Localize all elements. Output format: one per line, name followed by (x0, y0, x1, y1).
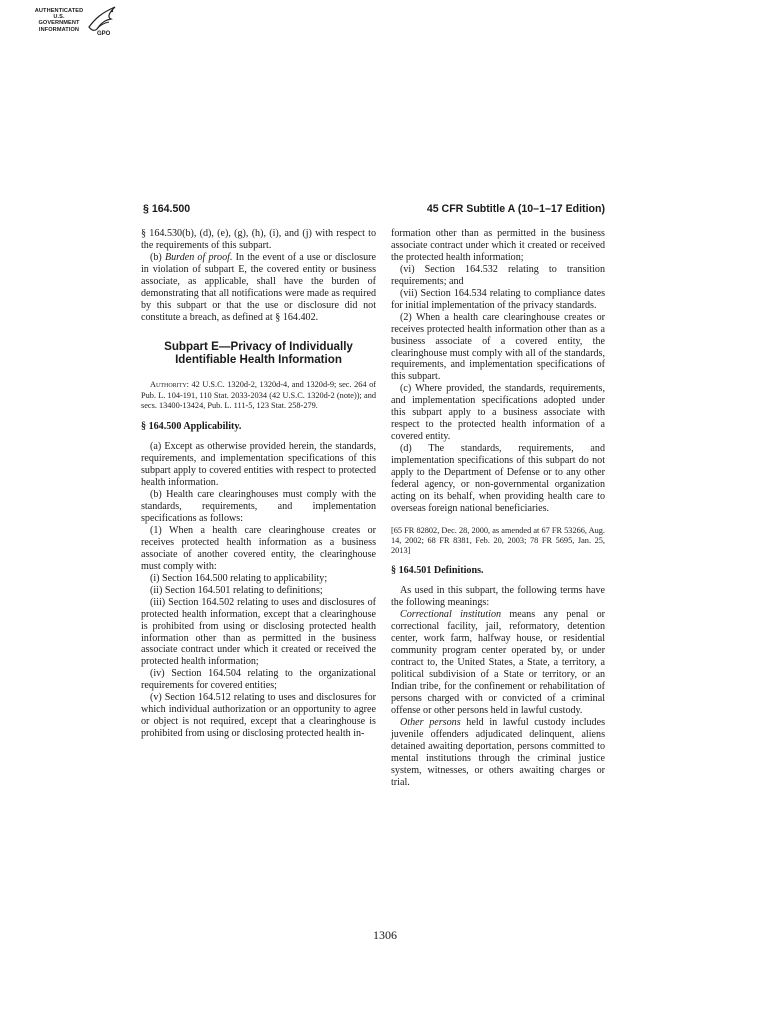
section-heading-164-501: § 164.501 Definitions. (391, 565, 484, 577)
paragraph-burden-of-proof (141, 252, 376, 324)
right-column (391, 228, 605, 789)
definition-text-correctional-institution: means any penal or correctional facility, jail, reformatory, detention center, work farm, halfway house, or residential community program center operated by, or under contract to, the United States, a State, a territory, a political subdivision of a State or territory, or an Indian tribe, for the confinement or rehabilitation of persons charged with or convicted of a criminal offense or other persons held in lawful custody. (391, 609, 605, 716)
authentication-seal (33, 5, 143, 45)
authority-label: Authority: (150, 380, 189, 390)
paragraph-b1: (1) When a health care clearinghouse creates or receives protected health information as a business associate of another covered entity, the clearinghouse must comply with: (141, 524, 376, 572)
paragraph-d: (d) The standards, requirements, and implementation specifications of this subpart do not apply to the Department of Defense or to any other federal agency, or non-governmental organization acting on its behalf, when providing health care to overseas foreign national beneficiaries. (391, 443, 605, 514)
section-heading-164-500: § 164.500 Applicability. (141, 421, 242, 433)
definitions-intro: As used in this subpart, the following terms have the following meanings: (391, 585, 605, 609)
paragraph-b2: (2) When a health care clearinghouse creates or receives protected health information other than as a business associate of a covered entity, the clearinghouse must comply with all of the standards, requirements, and implementation specifications of this subpart. (391, 311, 605, 383)
definition-correctional-institution (391, 609, 605, 717)
paragraph-b: (b) Health care clearinghouses must comply with the standards, requirements, and implementation specifications as follows: (141, 489, 376, 524)
page-number: 1306 (373, 928, 397, 942)
paragraph-c: (c) Where provided, the standards, requirements, and implementation specifications adopted under this subpart apply to a business associate with respect to the protected health information of a covered entity. (391, 383, 605, 443)
paragraph-a: (a) Except as otherwise provided herein, the standards, requirements, and implementation specifications of this subpart apply to covered entities with respect to protected health information. (141, 441, 376, 489)
paragraph-b1-ii: (ii) Section 164.501 relating to definitions; (150, 584, 323, 596)
left-column (141, 228, 376, 740)
paragraph-b1-iii: (iii) Section 164.502 relating to uses and disclosures of protected health information, except that a clearinghouse is prohibited from using or disclosing protected health information other than as permitted in the business associate contract under which it created or received the protected health information; (141, 596, 376, 668)
seal-line-2: U.S. GOVERNMENT (38, 14, 80, 27)
running-head (143, 203, 605, 217)
header-section: § 164.500 (143, 203, 191, 215)
burden-of-proof-term: Burden of proof. (164, 251, 233, 263)
seal-line-3: INFORMATION (38, 26, 80, 33)
term-other-persons: Other persons (400, 716, 461, 728)
seal-line-1: AUTHENTICATED (34, 8, 84, 14)
paragraph-label: (b) (150, 251, 165, 263)
paragraph-b1-vii: (vii) Section 164.534 relating to compliance dates for initial implementation of the privacy standards. (391, 287, 605, 311)
subpart-heading: Subpart E—Privacy of Individually Identifiable Health Information (164, 339, 353, 367)
paragraph-b1-i: (i) Section 164.500 relating to applicability; (150, 572, 328, 584)
seal-gpo: GPO (97, 31, 111, 37)
paragraph-b1-v: (v) Section 164.512 relating to uses and disclosures for which individual authorization or an opportunity to agree or object is not required, except that a clearinghouse is prohibited from using or disclosing protected health in- (141, 692, 376, 740)
burden-of-proof-text: In the event of a use or disclosure in violation of subpart E, the covered entity or business associate, as applicable, shall have the burden of demonstrating that all notifications were made as required by this subpart or that the use or disclosure did not constitute a breach, as defined at § 164.402. (141, 251, 377, 323)
definition-text-other-persons: held in lawful custody includes juvenile offenders adjudicated delinquent, aliens detained awaiting deportation, persons committed to mental institutions through the criminal justice system, witnesses, or others awaiting charges or trial. (391, 716, 605, 788)
paragraph-b1-vi: (vi) Section 164.532 relating to transition requirements; and (391, 263, 605, 287)
source-note: [65 FR 82802, Dec. 28, 2000, as amended at 67 FR 53266, Aug. 14, 2002; 68 FR 8381, Feb. 20, 2003; 78 FR 5695, Jan. 25, 2013] (391, 525, 605, 556)
seal-text (33, 8, 85, 33)
authority-note (141, 380, 376, 411)
paragraph-continued-right: formation other than as permitted in the business associate contract under which it created or received the protected health information; (391, 228, 605, 263)
definition-other-persons (391, 717, 605, 789)
header-edition: 45 CFR Subtitle A (10–1–17 Edition) (426, 203, 605, 215)
paragraph-continued: § 164.530(b), (d), (e), (g), (h), (i), and (j) with respect to the requirements of this subpart. (141, 228, 376, 251)
term-correctional-institution: Correctional institution (400, 609, 502, 621)
authority-text: 42 U.S.C. 1320d-2, 1320d-4, and 1320d-9; sec. 264 of Pub. L. 104-191, 110 Stat. 2033-2034 (42 U.S.C. 1320d-2 (note)); and secs. 13400-13424, Pub. L. 111-5, 123 Stat. 258-279. (141, 380, 376, 411)
paragraph-b1-iv: (iv) Section 164.504 relating to the organizational requirements for covered entities; (141, 668, 376, 692)
